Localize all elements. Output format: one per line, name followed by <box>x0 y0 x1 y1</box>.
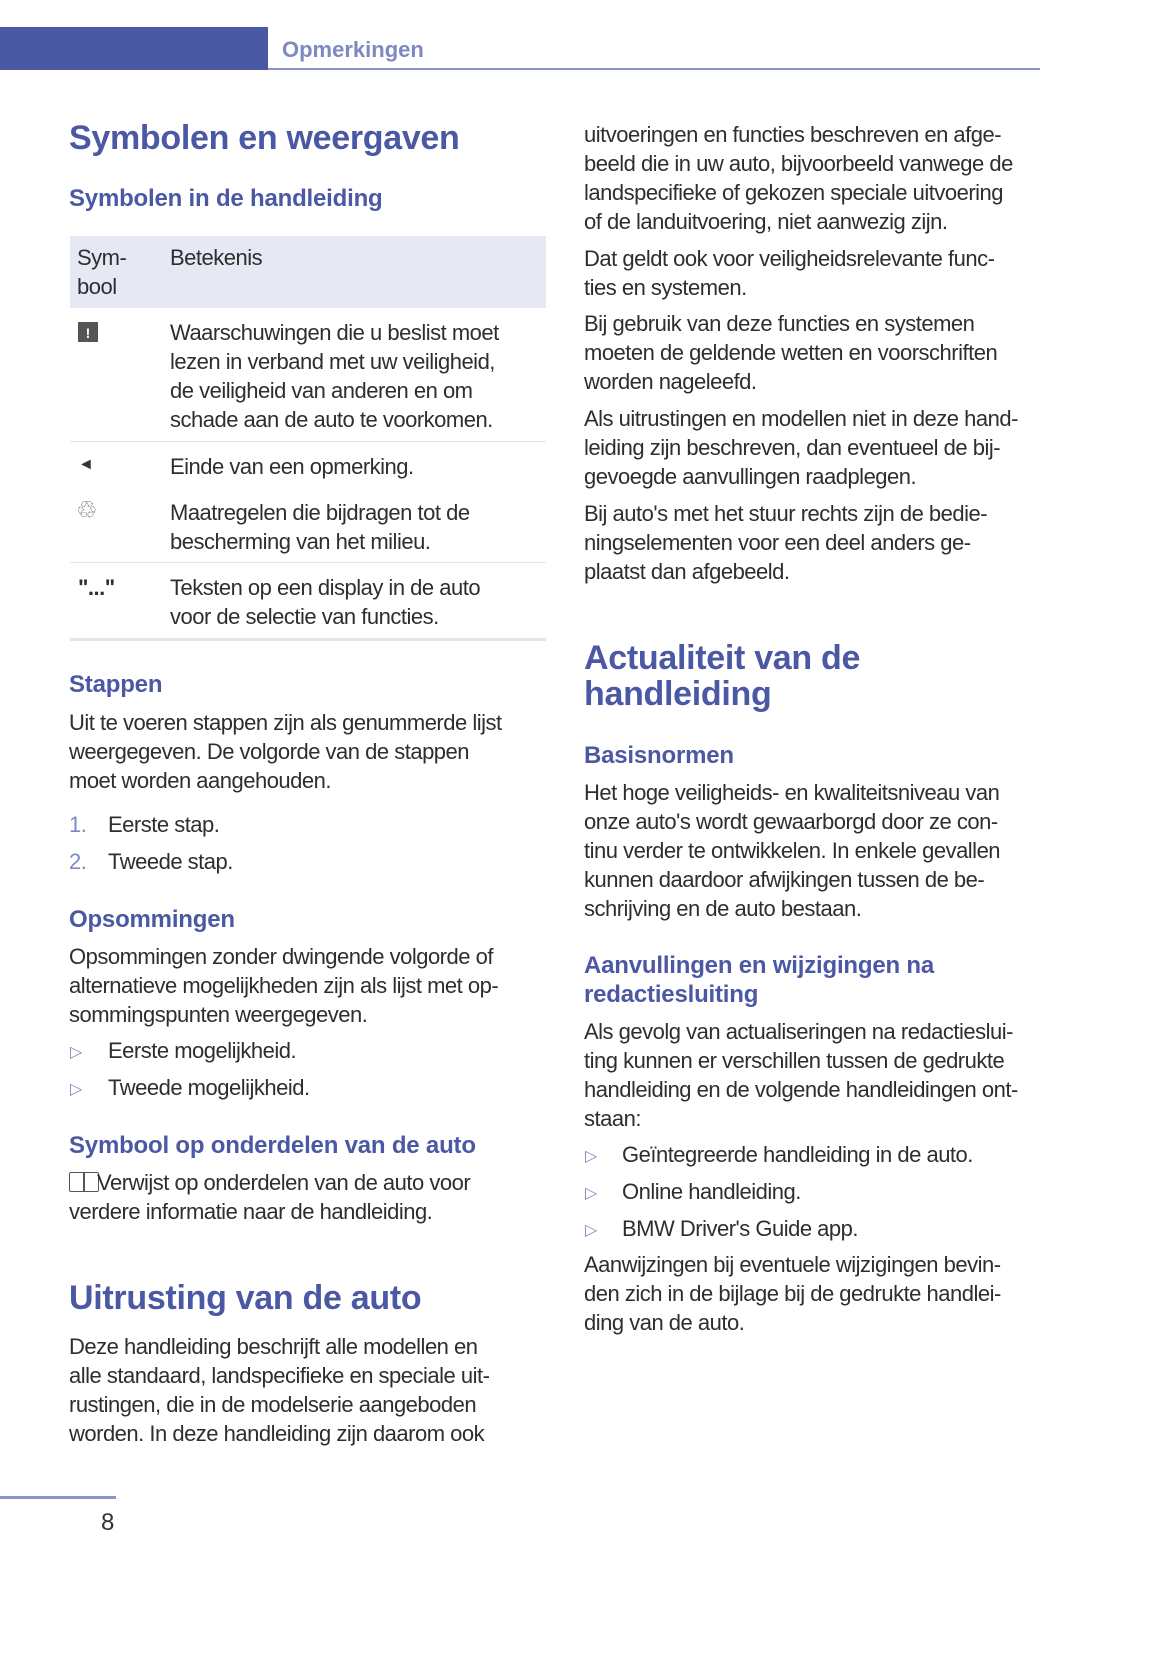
heading-symbolen: Symbolen en weergaven <box>69 119 460 157</box>
table-divider <box>70 562 546 563</box>
supp-text: Als gevolg van actualiseringen na redactieslui- ting kunnen er verschillen tussen de gedrukte handleiding en de volgende handleidingen ont- staan: <box>584 1019 1018 1131</box>
warning-triangle-icon: ! <box>78 322 98 342</box>
subheading-symbool-onderdelen: Symbool op onderdelen van de auto <box>69 1132 476 1159</box>
display-text-symbol: "..." <box>78 575 115 600</box>
table-row-meaning: Einde van een opmerking. <box>170 454 414 479</box>
table-header-symbol: Sym- bool <box>77 245 127 299</box>
equipment-text: Deze handleiding beschrijft alle modellen en alle standaard, landspecifieke en speciale uit- rustingen, die in de modelserie aangeboden worden. In deze handleiding zijn daarom ook <box>69 1334 490 1446</box>
paragraph: Dat geldt ook voor veiligheidsrelevante func- ties en systemen. <box>584 246 995 300</box>
table-row-meaning: Teksten op een display in de auto voor de selectie van functies. <box>170 575 481 629</box>
table-row-meaning: Waarschuwingen die u beslist moet lezen in verband met uw veiligheid, de veiligheid van anderen en om schade aan de auto te voorkomen. <box>170 320 499 432</box>
step-number: 2. <box>69 849 87 874</box>
paragraph: Bij gebruik van deze functies en systemen moeten de geldende wetten en voorschriften worden nageleefd. <box>584 311 998 394</box>
supp-item: BMW Driver's Guide app. <box>622 1216 858 1241</box>
supp-after-text: Aanwijzingen bij eventuele wijzigingen bevin- den zich in de bijlage bij de gedrukte handlei- ding van de auto. <box>584 1252 1001 1335</box>
footer-rule <box>0 1496 116 1499</box>
enum-item: Eerste mogelijkheid. <box>108 1038 297 1063</box>
step-number: 1. <box>69 812 87 837</box>
paragraph: Als uitrustingen en modellen niet in deze hand- leiding zijn beschreven, dan eventueel de bij- gevoegde aanvullingen raadplegen. <box>584 406 1018 489</box>
table-row-meaning: Maatregelen die bijdragen tot de bescherming van het milieu. <box>170 500 470 554</box>
end-of-note-icon: ◄ <box>78 456 94 473</box>
section-title: Opmerkingen <box>282 37 424 62</box>
bullet-triangle-icon: ▷ <box>70 1081 83 1098</box>
basis-text: Het hoge veiligheids- en kwaliteitsniveau van onze auto's wordt gewaarborgd door ze con- tinu verder te ontwikkelen. In enkele gevallen kunnen daardoor afwijkingen tussen de be- schrijving en de auto bestaan. <box>584 780 1001 921</box>
paragraph: Bij auto's met het stuur rechts zijn de bedie- ningselementen voor een deel anders ge- plaatst dan afgebeeld. <box>584 501 988 584</box>
subheading-aanvullingen: Aanvullingen en wijzigingen na redactiesluiting <box>584 952 935 1008</box>
subheading-symbolen-handleiding: Symbolen in de handleiding <box>69 185 383 212</box>
enum-item: Tweede mogelijkheid. <box>108 1075 310 1100</box>
table-header-meaning: Betekenis <box>170 245 263 270</box>
enum-text: Opsommingen zonder dwingende volgorde of alternatieve mogelijkheden zijn als lijst met op- sommingspunten weergegeven. <box>69 944 499 1027</box>
supp-item: Online handleiding. <box>622 1179 801 1204</box>
subheading-stappen: Stappen <box>69 671 163 698</box>
supp-item: Geïntegreerde handleiding in de auto. <box>622 1142 973 1167</box>
header-bar <box>0 27 268 70</box>
bullet-triangle-icon: ▷ <box>585 1148 598 1165</box>
table-bottom-rule <box>70 638 546 641</box>
subheading-basisnormen: Basisnormen <box>584 742 734 769</box>
step-item: Eerste stap. <box>108 812 220 837</box>
environment-icon: ♲ <box>76 497 98 524</box>
steps-text: Uit te voeren stappen zijn als genummerde lijst weergegeven. De volgorde van de stappen moet worden aangehouden. <box>69 710 502 793</box>
heading-actualiteit: Actualiteit van de handleiding <box>584 639 861 713</box>
table-divider <box>70 441 546 442</box>
table-header <box>70 236 546 308</box>
subheading-opsommingen: Opsommingen <box>69 906 235 933</box>
step-item: Tweede stap. <box>108 849 233 874</box>
page-number: 8 <box>101 1509 115 1536</box>
partsymbol-text: Verwijst op onderdelen van de auto voor verdere informatie naar de handleiding. <box>69 1170 471 1224</box>
bullet-triangle-icon: ▷ <box>70 1044 83 1061</box>
bullet-triangle-icon: ▷ <box>585 1222 598 1239</box>
bullet-triangle-icon: ▷ <box>585 1185 598 1202</box>
heading-uitrusting: Uitrusting van de auto <box>69 1279 422 1317</box>
paragraph: uitvoeringen en functies beschreven en afge- beeld die in uw auto, bijvoorbeeld vanwege de landspecifieke of gekozen speciale uitvoering of de landuitvoering, niet aanwezig zijn. <box>584 122 1013 234</box>
header-rule <box>268 68 1040 70</box>
